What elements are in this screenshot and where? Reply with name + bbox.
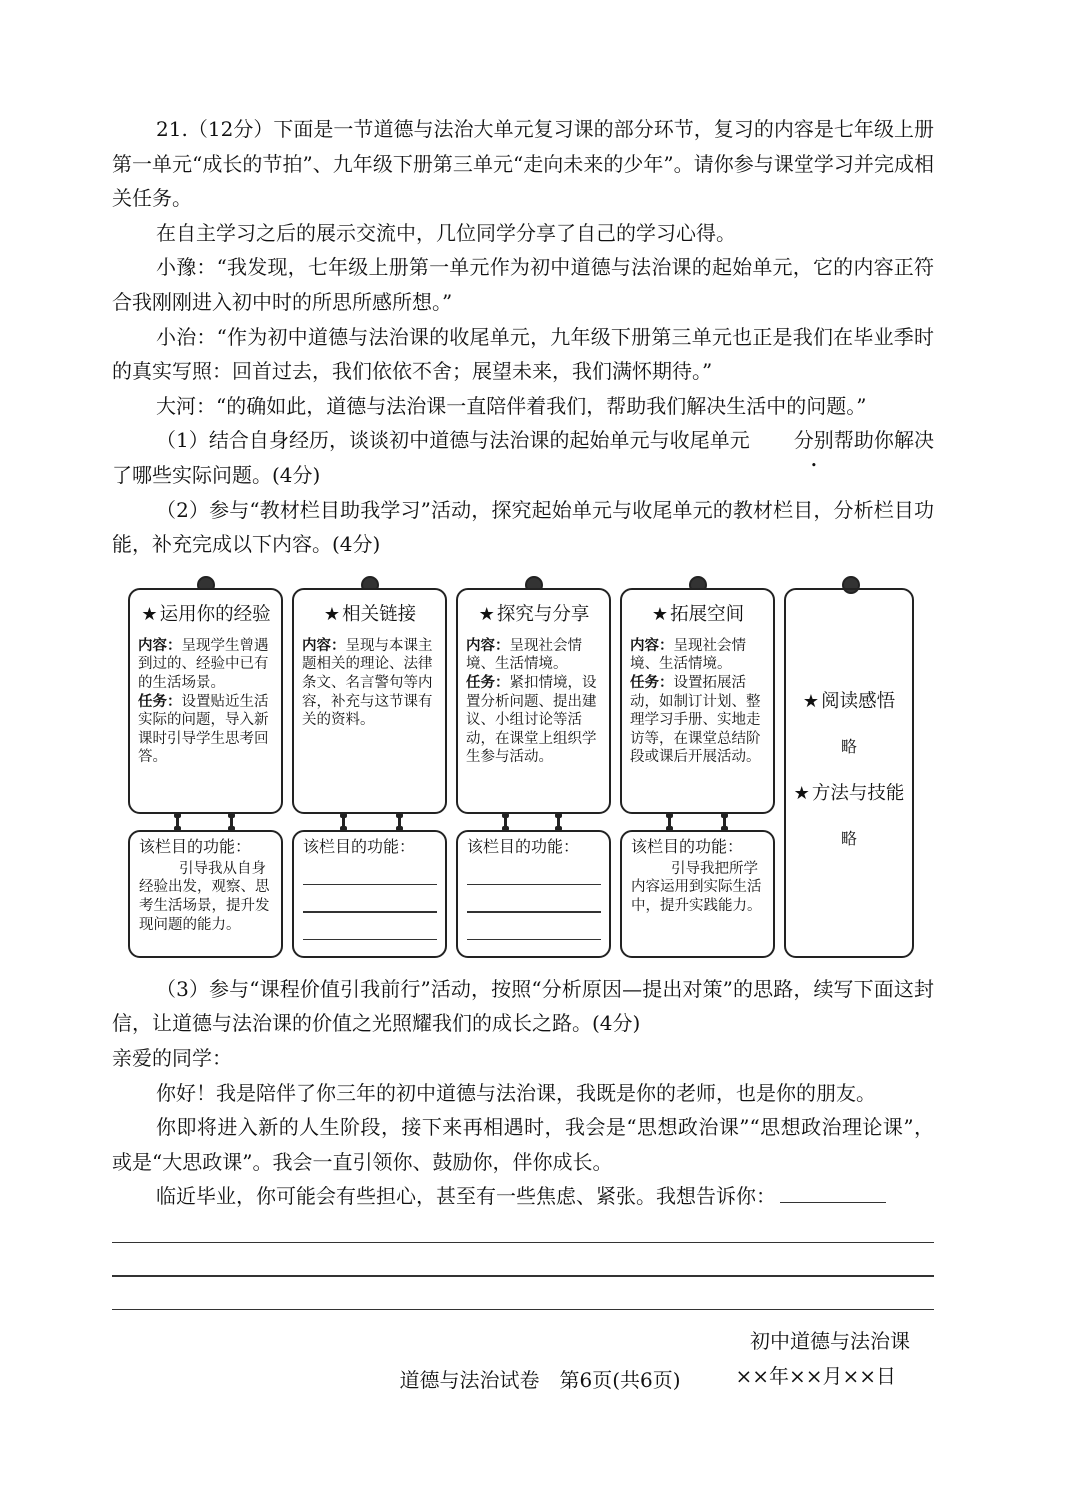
- other-columns-card: [784, 588, 914, 958]
- column-description: 内容：呈现学生曾遇到过的、经验中已有的生活场景。 任务：设置贴近生活实际的问题，导入新课时引导学生思考回答。: [138, 637, 269, 766]
- column-card-expansion-space: [620, 588, 775, 814]
- letter-signature: 初中道德与法治课: [750, 1329, 910, 1354]
- function-card-related-links: [292, 830, 447, 958]
- column-title: ★ 相关链接: [323, 603, 417, 625]
- column-card-related-links: [292, 588, 447, 814]
- function-card-experience: [128, 830, 283, 958]
- connector: [176, 814, 179, 830]
- function-label: 该栏目的功能：: [631, 836, 744, 856]
- letter-paragraph-1: 你好！我是陪伴了你三年的初中道德与法治课，我既是你的老师，也是你的朋友。: [156, 1080, 876, 1105]
- column-card-explore-share: [456, 588, 611, 814]
- student-quote-xiaozhi: 小治：“作为初中道德与法治课的收尾单元，九年级下册第三单元也正是我们在毕业季时的真实写照：回首过去，我们依依不舍；展望未来，我们满怀期待。”: [112, 324, 934, 384]
- letter-paragraph-2: 你即将进入新的人生阶段，接下来再相遇时，我会是“思想政治课”“思想政治理论课”，或是“大思政课”。我会一直引领你、鼓励你，伴你成长。: [112, 1115, 934, 1174]
- sub-question-3: （3）参与“课程价值引我前行”活动，按照“分析原因—提出对策”的思路，续写下面这封信，让道德与法治课的价值之光照耀我们的成长之路。(4分): [112, 976, 934, 1036]
- star-icon: ★: [141, 603, 158, 625]
- answer-line[interactable]: [112, 1242, 934, 1244]
- answer-blank[interactable]: [303, 911, 437, 913]
- answer-line[interactable]: [112, 1309, 934, 1311]
- connector: [504, 814, 507, 830]
- connector: [557, 814, 560, 830]
- column-card-experience: [128, 588, 283, 814]
- sub-question-1: （1）结合自身经历，谈谈初中道德与法治课的起始单元与收尾单元 分别帮助你解决了哪些实际问题。(4分): [112, 423, 934, 492]
- function-label: 该栏目的功能：: [467, 836, 580, 856]
- answer-blank[interactable]: [303, 884, 437, 886]
- star-icon: ★: [651, 603, 669, 625]
- answer-blank[interactable]: [303, 939, 437, 941]
- omitted-text: 略: [840, 736, 857, 756]
- column-description: 内容：呈现社会情境、生活情境。 任务：紧扣情境，设置分析问题、提出建议、小组讨论等活动，在课堂上组织学生参与活动。: [466, 637, 597, 766]
- answer-blank[interactable]: [780, 1182, 886, 1203]
- student-quote-dahe: 大河：“的确如此，道德与法治课一直陪伴着我们，帮助我们解决生活中的问题。”: [156, 393, 867, 418]
- question-intro: 21.（12分）下面是一节道德与法治大单元复习课的部分环节，复习的内容是七年级上册第一单元“成长的节拍”、九年级下册第三单元“走向未来的少年”。请你参与课堂学习并完成相关任务。: [112, 117, 934, 211]
- letter-greeting: 亲爱的同学：: [112, 1045, 232, 1070]
- textbook-column-diagram: [112, 576, 934, 964]
- function-card-explore-share: [456, 830, 611, 958]
- question-21: [112, 112, 934, 1394]
- emphasis-text: 分别: [793, 428, 834, 453]
- sub-question-2: （2）参与“教材栏目助我学习”活动，探究起始单元与收尾单元的教材栏目，分析栏目功能，补充完成以下内容。(4分): [112, 497, 934, 557]
- star-icon: ★: [793, 782, 810, 804]
- function-label: 该栏目的功能：: [303, 836, 416, 856]
- star-icon: ★: [478, 603, 495, 625]
- connector: [668, 814, 671, 830]
- column-title-methods: ★ 方法与技能: [793, 782, 905, 804]
- letter-date: ××年××月××日: [735, 1363, 896, 1388]
- answer-blank[interactable]: [467, 884, 601, 886]
- star-icon: ★: [323, 603, 341, 625]
- connector: [723, 814, 726, 830]
- column-description: 内容：呈现社会情境、生活情境。 任务：设置拓展活动，如制订计划、整理学习手册、实地走访等，在课堂总结阶段或课后开展活动。: [630, 637, 761, 766]
- answer-blank[interactable]: [467, 911, 601, 913]
- column-description: 内容：呈现与本课主题相关的理论、法律条文、名言警句等内容，补充与这节课有关的资料。: [302, 637, 433, 729]
- connector: [342, 814, 345, 830]
- omitted-text: 略: [840, 828, 857, 848]
- function-card-expansion-space: [620, 830, 775, 958]
- answer-line[interactable]: [112, 1275, 934, 1277]
- function-label: 该栏目的功能：: [139, 836, 252, 856]
- student-quote-xiaoyu: 小豫：“我发现，七年级上册第一单元作为初中道德与法治课的起始单元，它的内容正符合我刚刚进入初中时的所思所感所想。”: [112, 255, 934, 314]
- page-footer: 道德与法治试卷 第6页(共6页): [399, 1368, 681, 1392]
- letter-paragraph-3: 临近毕业，你可能会有些担心，甚至有一些焦虑、紧张。我想告诉你：: [112, 1179, 934, 1214]
- question-context: 在自主学习之后的展示交流中，几位同学分享了自己的学习心得。: [156, 220, 736, 245]
- connector: [230, 814, 233, 830]
- column-title-reading: ★ 阅读感悟: [802, 690, 896, 712]
- function-text: 引导我把所学内容运用到实际生活中，提升实践能力。: [631, 860, 762, 914]
- function-text: 引导我从自身经验出发，观察、思考生活场景，提升发现问题的能力。: [139, 860, 270, 933]
- column-title: ★ 运用你的经验: [141, 603, 271, 625]
- column-title: ★ 探究与分享: [478, 603, 590, 625]
- answer-blank[interactable]: [467, 939, 601, 941]
- connector: [398, 814, 401, 830]
- star-icon: ★: [802, 690, 820, 712]
- column-title: ★ 拓展空间: [651, 603, 745, 625]
